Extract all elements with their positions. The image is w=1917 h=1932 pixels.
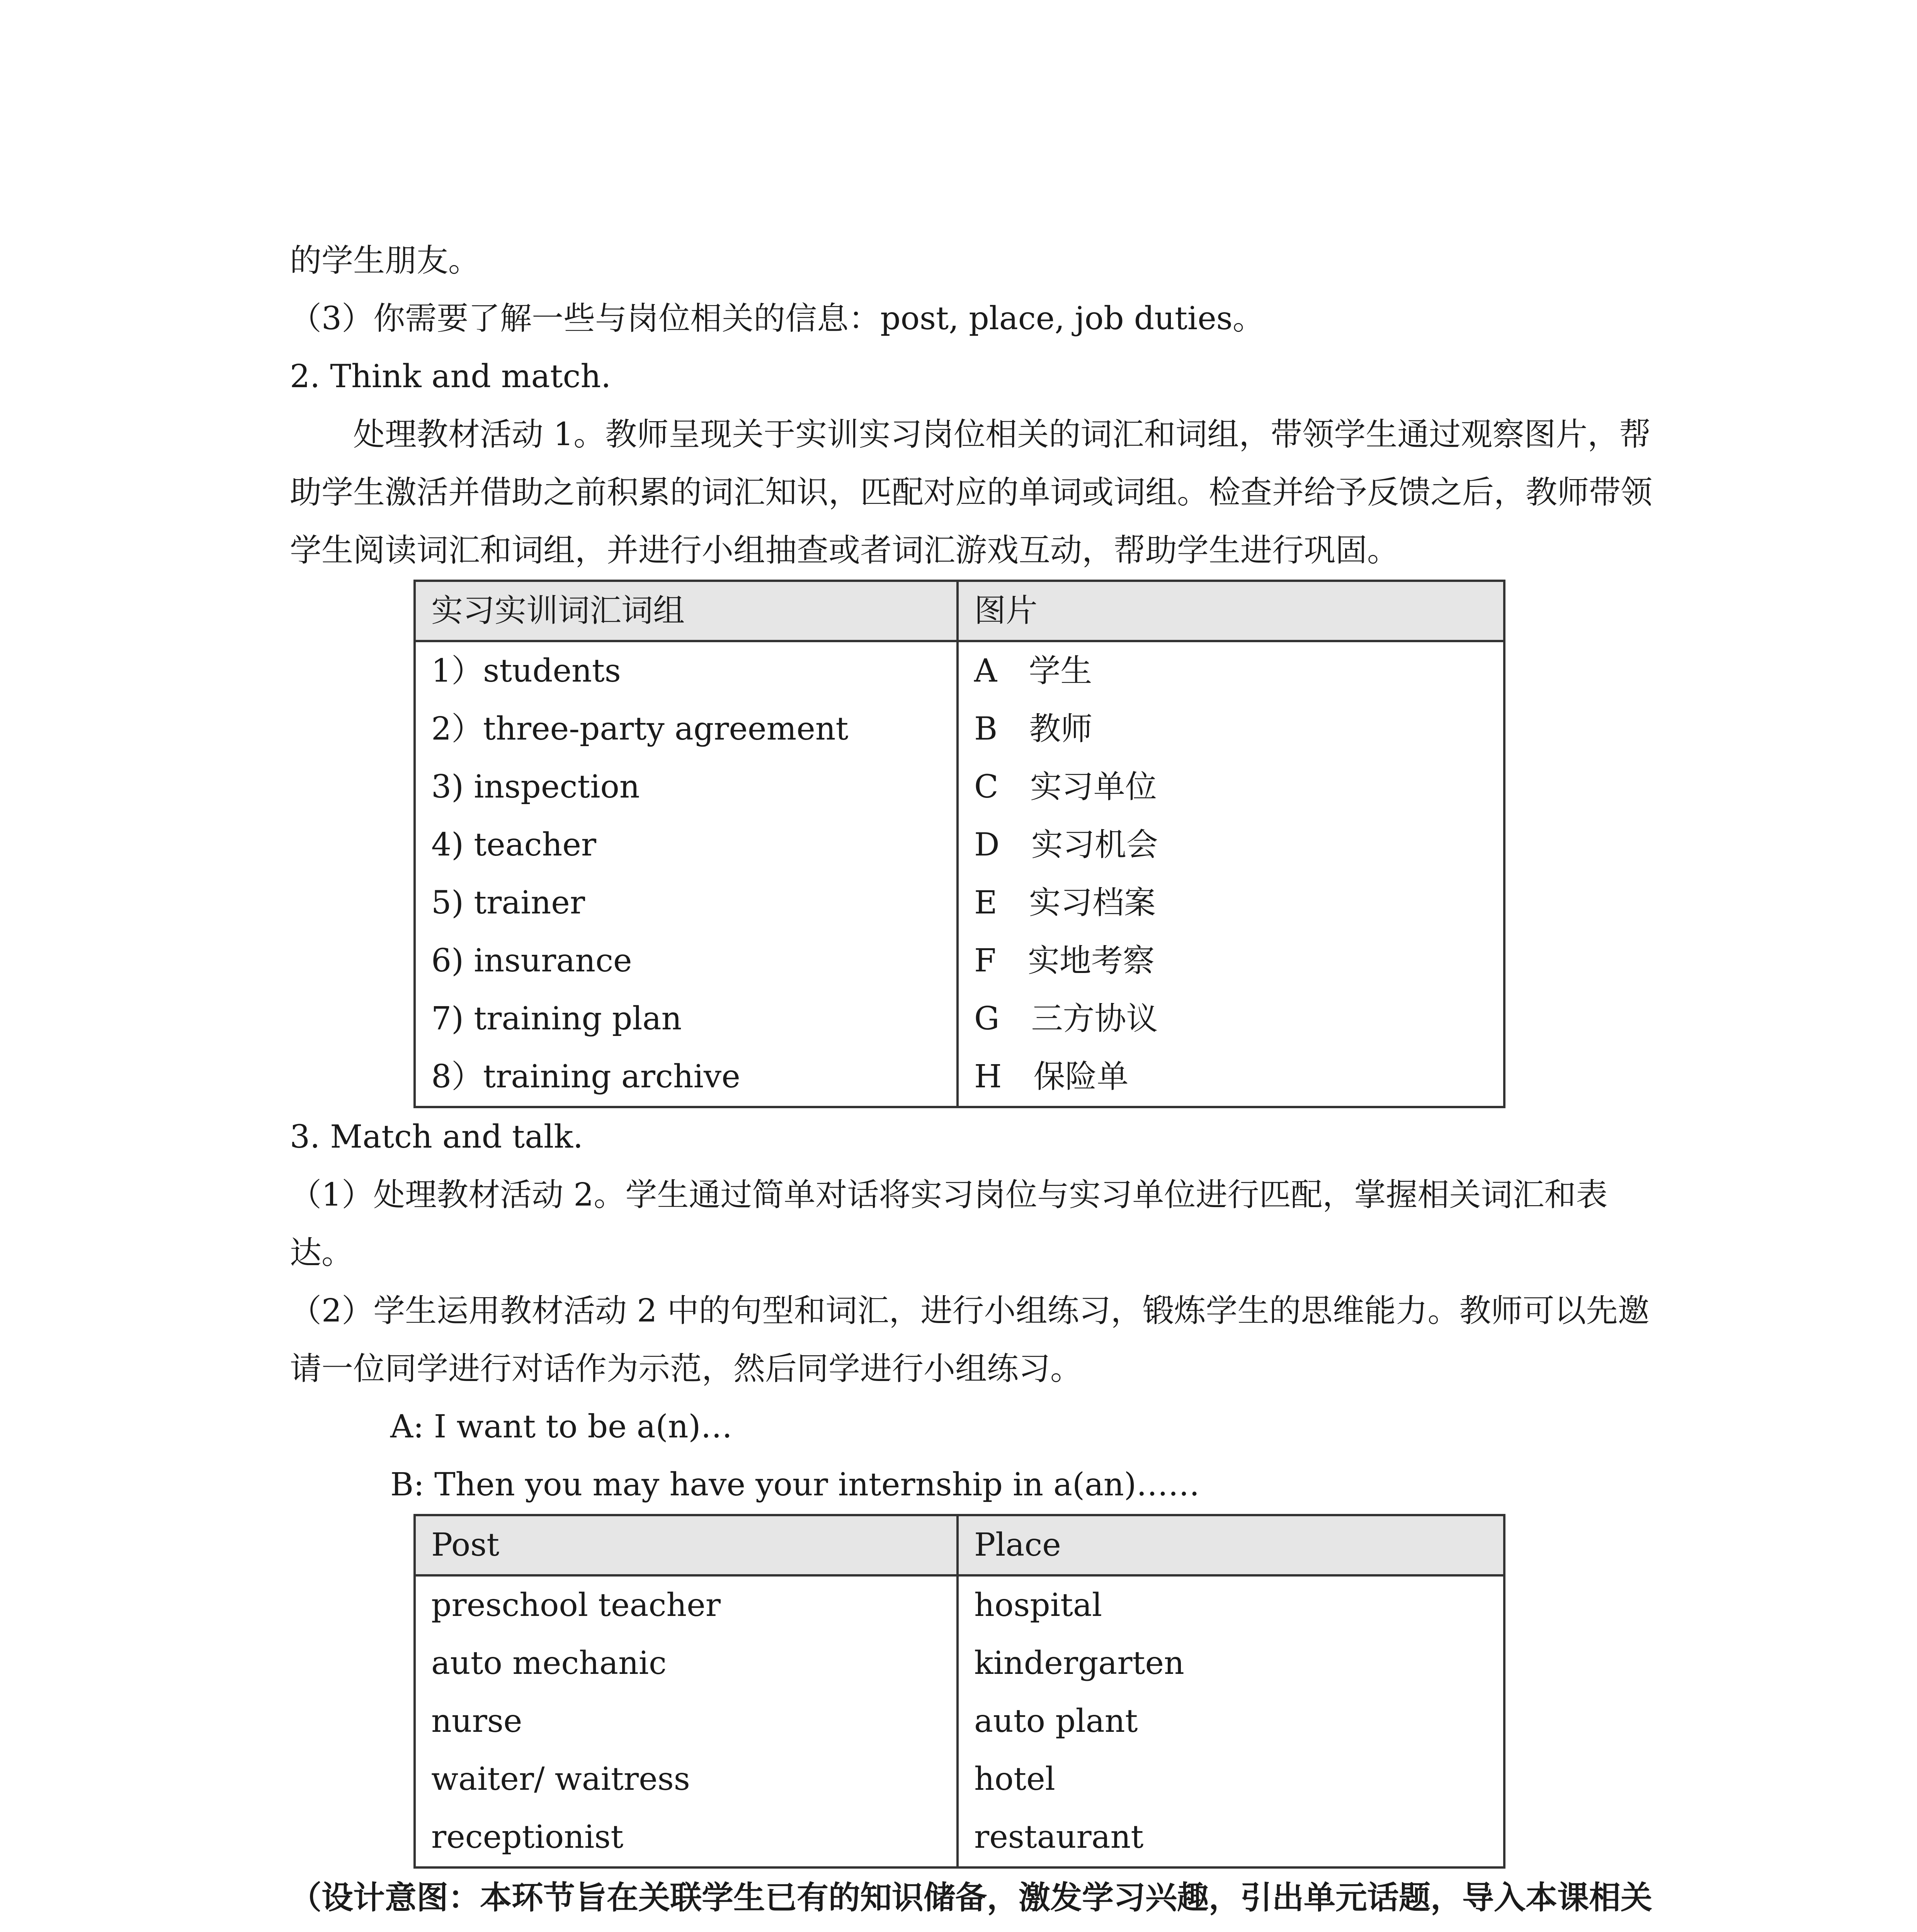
paragraph-continuation: 的学生朋友。 (290, 242, 480, 279)
paragraph-activity-2: （1）处理教材活动 2。学生通过简单对话将实习岗位与实习单位进行匹配，掌握相关词汇和表达。 (290, 1177, 1608, 1271)
table-row (415, 932, 1504, 990)
table-header-cell: 图片 (958, 581, 1504, 641)
table-cell: kindergarten (958, 1634, 1504, 1692)
table-cell: F 实地考察 (958, 932, 1504, 990)
design-intent-note: （设计意图：本环节旨在关联学生已有的知识储备，激发学习兴趣，引出单元话题，导入本课相关 (290, 1879, 1653, 1916)
post-place-table (413, 1514, 1505, 1869)
table-cell: 5) trainer (415, 874, 958, 932)
table-row (415, 641, 1504, 700)
dialog-line-b: B: Then you may have your internship in a(an)…… (390, 1466, 1200, 1503)
paragraph-activity-1: 处理教材活动 1。教师呈现关于实训实习岗位相关的词汇和词组，带领学生通过观察图片，帮助学生激活并借助之前积累的词汇知识，匹配对应的单词或词组。检查并给予反馈之后，教师带领学生阅读词汇和词组，并进行小组抽查或者词汇游戏互动，帮助学生进行巩固。 (290, 416, 1653, 569)
table-row (415, 1750, 1504, 1808)
table-header-cell: 实习实训词汇词组 (415, 581, 958, 641)
table-cell: restaurant (958, 1808, 1504, 1867)
heading-think-and-match: 2. Think and match. (290, 358, 611, 395)
paragraph-post-info: （3）你需要了解一些与岗位相关的信息：post, place, job duties。 (290, 300, 1264, 337)
table-cell: 2）three-party agreement (415, 700, 958, 758)
paragraph-group-practice: （2）学生运用教材活动 2 中的句型和词汇，进行小组练习，锻炼学生的思维能力。教师可以先邀请一位同学进行对话作为示范，然后同学进行小组练习。 (290, 1293, 1650, 1387)
table-cell: D 实习机会 (958, 816, 1504, 874)
table-row (415, 1048, 1504, 1107)
table-row (415, 874, 1504, 932)
table-row (415, 1692, 1504, 1750)
page-content (290, 232, 1658, 1932)
table-cell: auto mechanic (415, 1634, 958, 1692)
table-header-cell: Post (415, 1515, 958, 1575)
table-cell: 4) teacher (415, 816, 958, 874)
table-cell: hotel (958, 1750, 1504, 1808)
table-row (415, 1575, 1504, 1634)
table-cell: preschool teacher (415, 1575, 958, 1634)
table-header-cell: Place (958, 1515, 1504, 1575)
table-row (415, 816, 1504, 874)
table-cell: H 保险单 (958, 1048, 1504, 1107)
table-cell: 1）students (415, 641, 958, 700)
heading-match-and-talk: 3. Match and talk. (290, 1119, 583, 1155)
table-row (415, 700, 1504, 758)
table-row (415, 990, 1504, 1048)
table-cell: waiter/ waitress (415, 1750, 958, 1808)
table-row (415, 1808, 1504, 1867)
table-cell: 8）training archive (415, 1048, 958, 1107)
table-row (415, 1634, 1504, 1692)
table-cell: A 学生 (958, 641, 1504, 700)
table-header-row (415, 581, 1504, 641)
table-cell: auto plant (958, 1692, 1504, 1750)
table-row (415, 758, 1504, 816)
table-cell: 6) insurance (415, 932, 958, 990)
vocabulary-table (413, 580, 1505, 1108)
table-cell: C 实习单位 (958, 758, 1504, 816)
table-cell: hospital (958, 1575, 1504, 1634)
table-cell: 3) inspection (415, 758, 958, 816)
table-cell: nurse (415, 1692, 958, 1750)
dialog-line-a: A: I want to be a(n)… (390, 1408, 733, 1445)
table-cell: 7) training plan (415, 990, 958, 1048)
table-cell: G 三方协议 (958, 990, 1504, 1048)
table-cell: B 教师 (958, 700, 1504, 758)
table-header-row (415, 1515, 1504, 1575)
table-cell: E 实习档案 (958, 874, 1504, 932)
table-cell: receptionist (415, 1808, 958, 1867)
